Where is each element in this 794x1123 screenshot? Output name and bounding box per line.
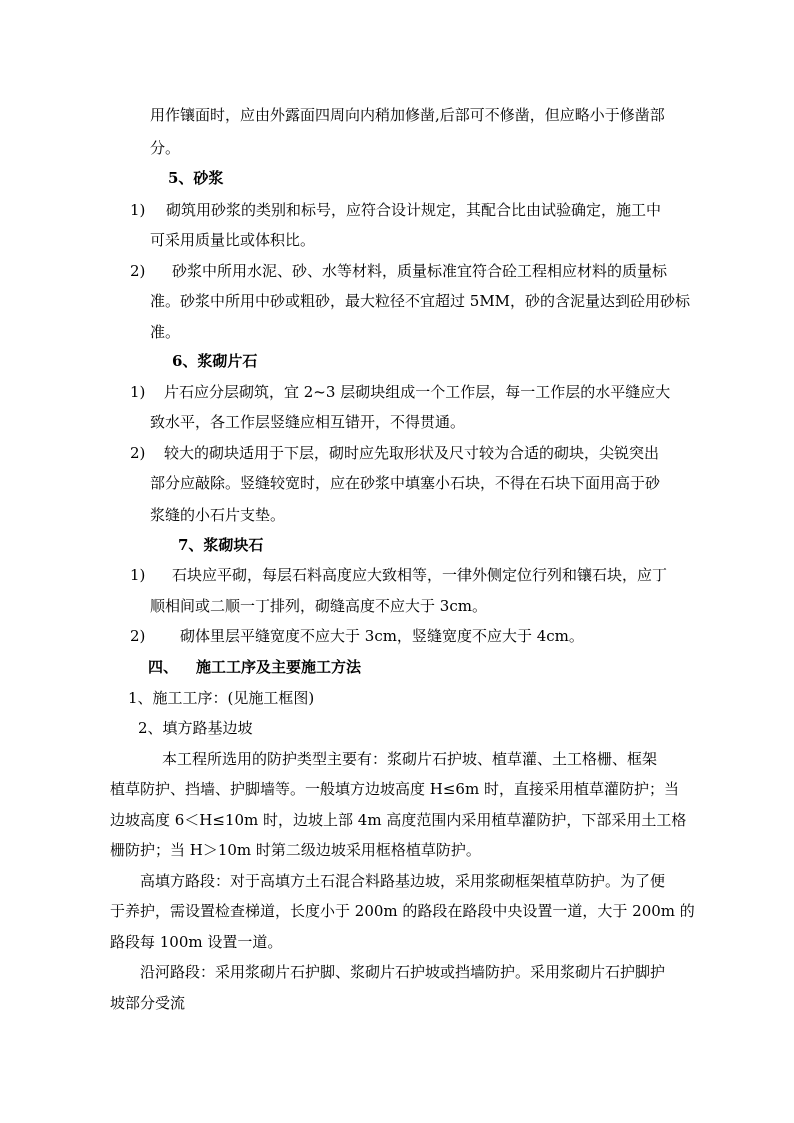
body-text-line: 沿河路段：采用浆砌片石护脚、浆砌片石护坡或挡墙防护。采用浆砌片石护脚护 — [140, 963, 666, 981]
body-text-line: 可采用质量比或体积比。 — [150, 231, 316, 249]
body-text-line: 分。 — [150, 139, 181, 157]
chapter-heading: 施工工序及主要施工方法 — [196, 658, 362, 676]
body-text-line: 石块应平砌，每层石料高度应大致相等，一律外侧定位行列和镶石块，应丁 — [172, 566, 668, 584]
list-number: 1) — [130, 566, 146, 584]
body-text-line: 高填方路段：对于高填方土石混合料路基边坡，采用浆砌框架植草防护。为了便 — [140, 872, 666, 890]
body-text-line: 用作镶面时，应由外露面四周向内稍加修凿,后部可不修凿，但应略小于修凿部 — [150, 106, 665, 124]
body-text-line: 顺相间或二顺一丁排列，砌缝高度不应大于 3cm。 — [150, 597, 487, 615]
subheading: 2、填方路基边坡 — [138, 719, 253, 737]
list-number: 2) — [130, 627, 146, 645]
body-text-line: 路段每 100m 设置一道。 — [110, 933, 283, 951]
body-text-line: 1、施工工序：(见施工框图) — [128, 689, 315, 707]
body-text-line: 准。 — [150, 323, 181, 341]
body-text-line: 砂浆中所用水泥、砂、水等材料，质量标准宜符合砼工程相应材料的质量标 — [172, 262, 668, 280]
body-text-line: 于养护，需设置检查梯道，长度小于 200m 的路段在路段中央设置一道，大于 200m 的 — [110, 902, 695, 920]
body-text-line: 砌体里层平缝宽度不应大于 3cm，竖缝宽度不应大于 4cm。 — [180, 627, 584, 645]
section-heading: 5、砂浆 — [168, 169, 224, 187]
body-text-line: 边坡高度 6＜H≤10m 时，边坡上部 4m 高度范围内采用植草灌防护，下部采用土工格 — [110, 811, 687, 829]
section-heading: 6、浆砌片石 — [172, 352, 258, 370]
body-text-line: 本工程所选用的防护类型主要有：浆砌片石护坡、植草灌、土工格栅、框架 — [162, 750, 658, 768]
list-number: 2) — [130, 444, 146, 462]
body-text-line: 坡部分受流 — [110, 994, 186, 1012]
body-text-line: 致水平，各工作层竖缝应相互错开，不得贯通。 — [150, 413, 466, 431]
chapter-number: 四、 — [148, 658, 179, 676]
list-number: 2) — [130, 262, 146, 280]
body-text-line: 部分应敲除。竖缝较宽时，应在砂浆中填塞小石块，不得在石块下面用高于砂 — [150, 474, 661, 492]
body-text-line: 浆缝的小石片支垫。 — [150, 506, 286, 524]
body-text-line: 准。砂浆中所用中砂或粗砂，最大粒径不宜超过 5MM，砂的含泥量达到砼用砂标 — [150, 292, 691, 310]
body-text-line: 植草防护、挡墙、护脚墙等。一般填方边坡高度 H≤6m 时，直接采用植草灌防护；当 — [110, 780, 679, 798]
list-number: 1) — [130, 383, 146, 401]
body-text-line: 片石应分层砌筑，宜 2~3 层砌块组成一个工作层，每一工作层的水平缝应大 — [164, 383, 671, 401]
section-heading: 7、浆砌块石 — [178, 536, 264, 554]
body-text-line: 砌筑用砂浆的类别和标号，应符合设计规定，其配合比由试验确定，施工中 — [166, 201, 662, 219]
body-text-line: 栅防护；当 H＞10m 时第二级边坡采用框格植草防护。 — [110, 841, 481, 859]
body-text-line: 较大的砌块适用于下层，砌时应先取形状及尺寸较为合适的砌块，尖锐突出 — [164, 444, 660, 462]
list-number: 1) — [130, 201, 146, 219]
